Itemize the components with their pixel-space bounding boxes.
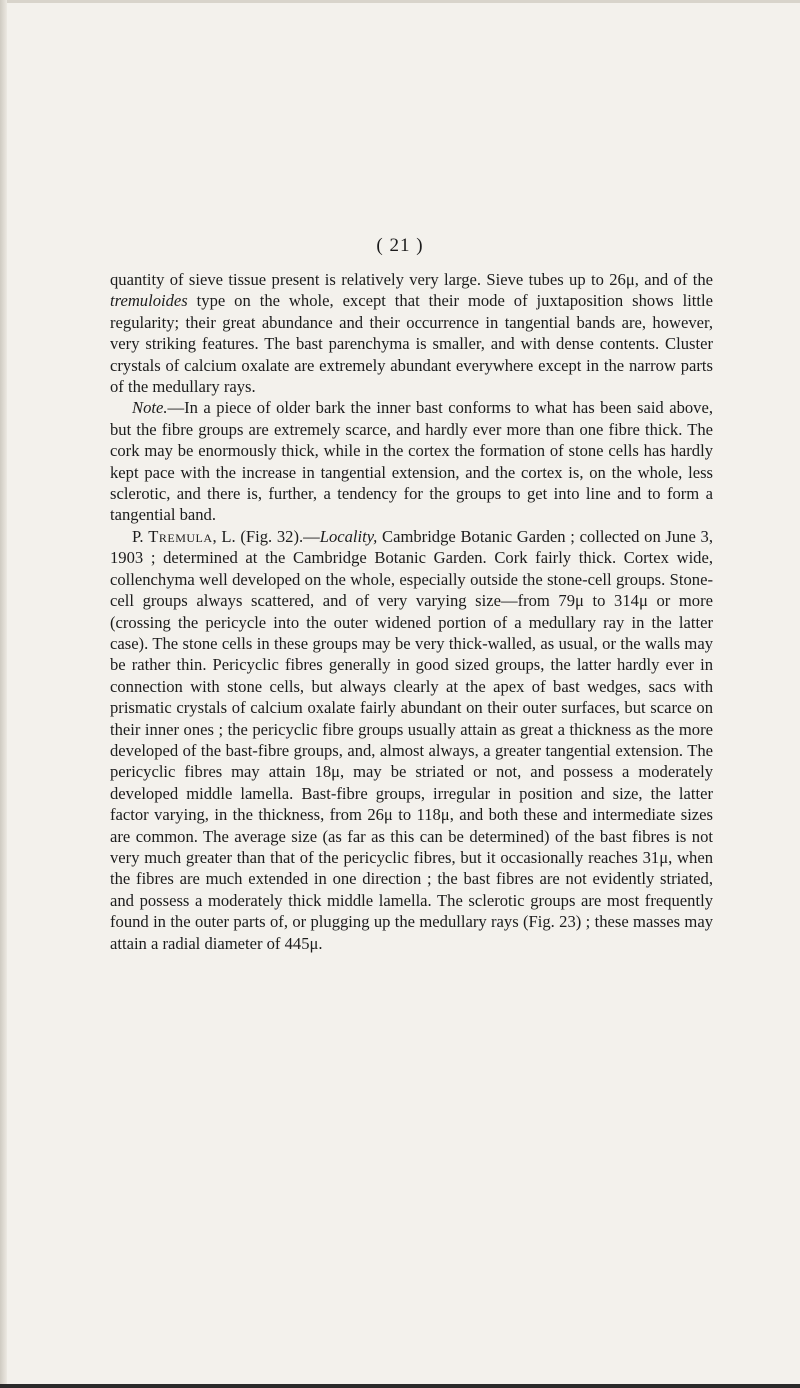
species-authority: , L. (Fig. 32).—: [212, 526, 320, 546]
body-text: [110, 269, 713, 954]
page-top-edge: [0, 0, 800, 3]
paragraph-text: quantity of sieve tissue present is relatively very large. Sieve tubes up to 26μ, and of the: [110, 270, 713, 289]
paragraph-sieve-tissue: [110, 269, 713, 397]
species-name: Tremula: [148, 526, 213, 546]
italic-term: tremuloides: [110, 291, 188, 311]
page-number: ( 21 ): [376, 235, 424, 256]
paragraph-note: [110, 397, 713, 525]
note-label: Note.: [132, 398, 168, 418]
paragraph-tremula: [110, 526, 713, 954]
page-binding-edge: [0, 0, 7, 1388]
genus-abbrev: P.: [132, 526, 149, 546]
paragraph-text: —In a piece of older bark the inner bast conforms to what has been said above, but the fibre groups are extremely scarce, and hardly ever more than one fibre thick. The cork may be enormously thick, while in the cortex the formation of stone cells has hardly kept pace with the increase in tangential extension, and the cortex is, on the whole, less sclerotic, and there is, further, a tendency for the groups to get into line and to form a tangential band.: [110, 398, 713, 525]
locality-label: Locality,: [319, 526, 378, 546]
page-bottom-edge: [0, 1384, 800, 1388]
paragraph-text: type on the whole, except that their mode of juxtaposition shows little regularity; their great abundance and their occurrence in tangential bands are, however, very striking features. The bast parenchyma is smaller, and with dense contents. Cluster crystals of calcium oxalate are extremely abundant everywhere except in the narrow parts of the medullary rays.: [110, 291, 713, 397]
paragraph-text: Cambridge Botanic Garden ; collected on June 3, 1903 ; determined at the Cambridge Botanic Garden. Cork fairly thick. Cortex wide, collenchyma well developed on the whole, especially outside the stone-cell groups. Stone-cell groups always scattered, and of very varying size—from 79μ to 314μ or more (crossing the pericycle into the outer widened portion of a medullary ray in the latter case). The stone cells in these groups may be very thick-walled, as usual, or the walls may be rather thin. Pericyclic fibres generally in good sized groups, the latter hardly ever in connection with stone cells, but always clearly at the apex of bast wedges, sacs with prismatic crystals of calcium oxalate fairly abundant on their outer surfaces, but scarce on their inner ones ; the pericyclic fibre groups usually attain as great a thickness as the more developed of the bast-fibre groups, and, almost always, a greater tangential extension. The pericyclic fibres may attain 18μ, may be striated or not, and possess a moderately developed middle lamella. Bast-fibre groups, irregular in position and size, the latter factor varying, in the thickness, from 26μ to 118μ, and both these and intermediate sizes are common. The average size (as far as this can be determined) of the bast fibres is not very much greater than that of the pericyclic fibres, but it occasionally reaches 31μ, when the fibres are much extended in one direction ; the bast fibres are not evidently striated, and possess a moderately thick middle lamella. The sclerotic groups are most frequently found in the outer parts of, or plugging up the medullary rays (Fig. 23) ; these masses may attain a radial diameter of 445μ.: [110, 526, 713, 953]
